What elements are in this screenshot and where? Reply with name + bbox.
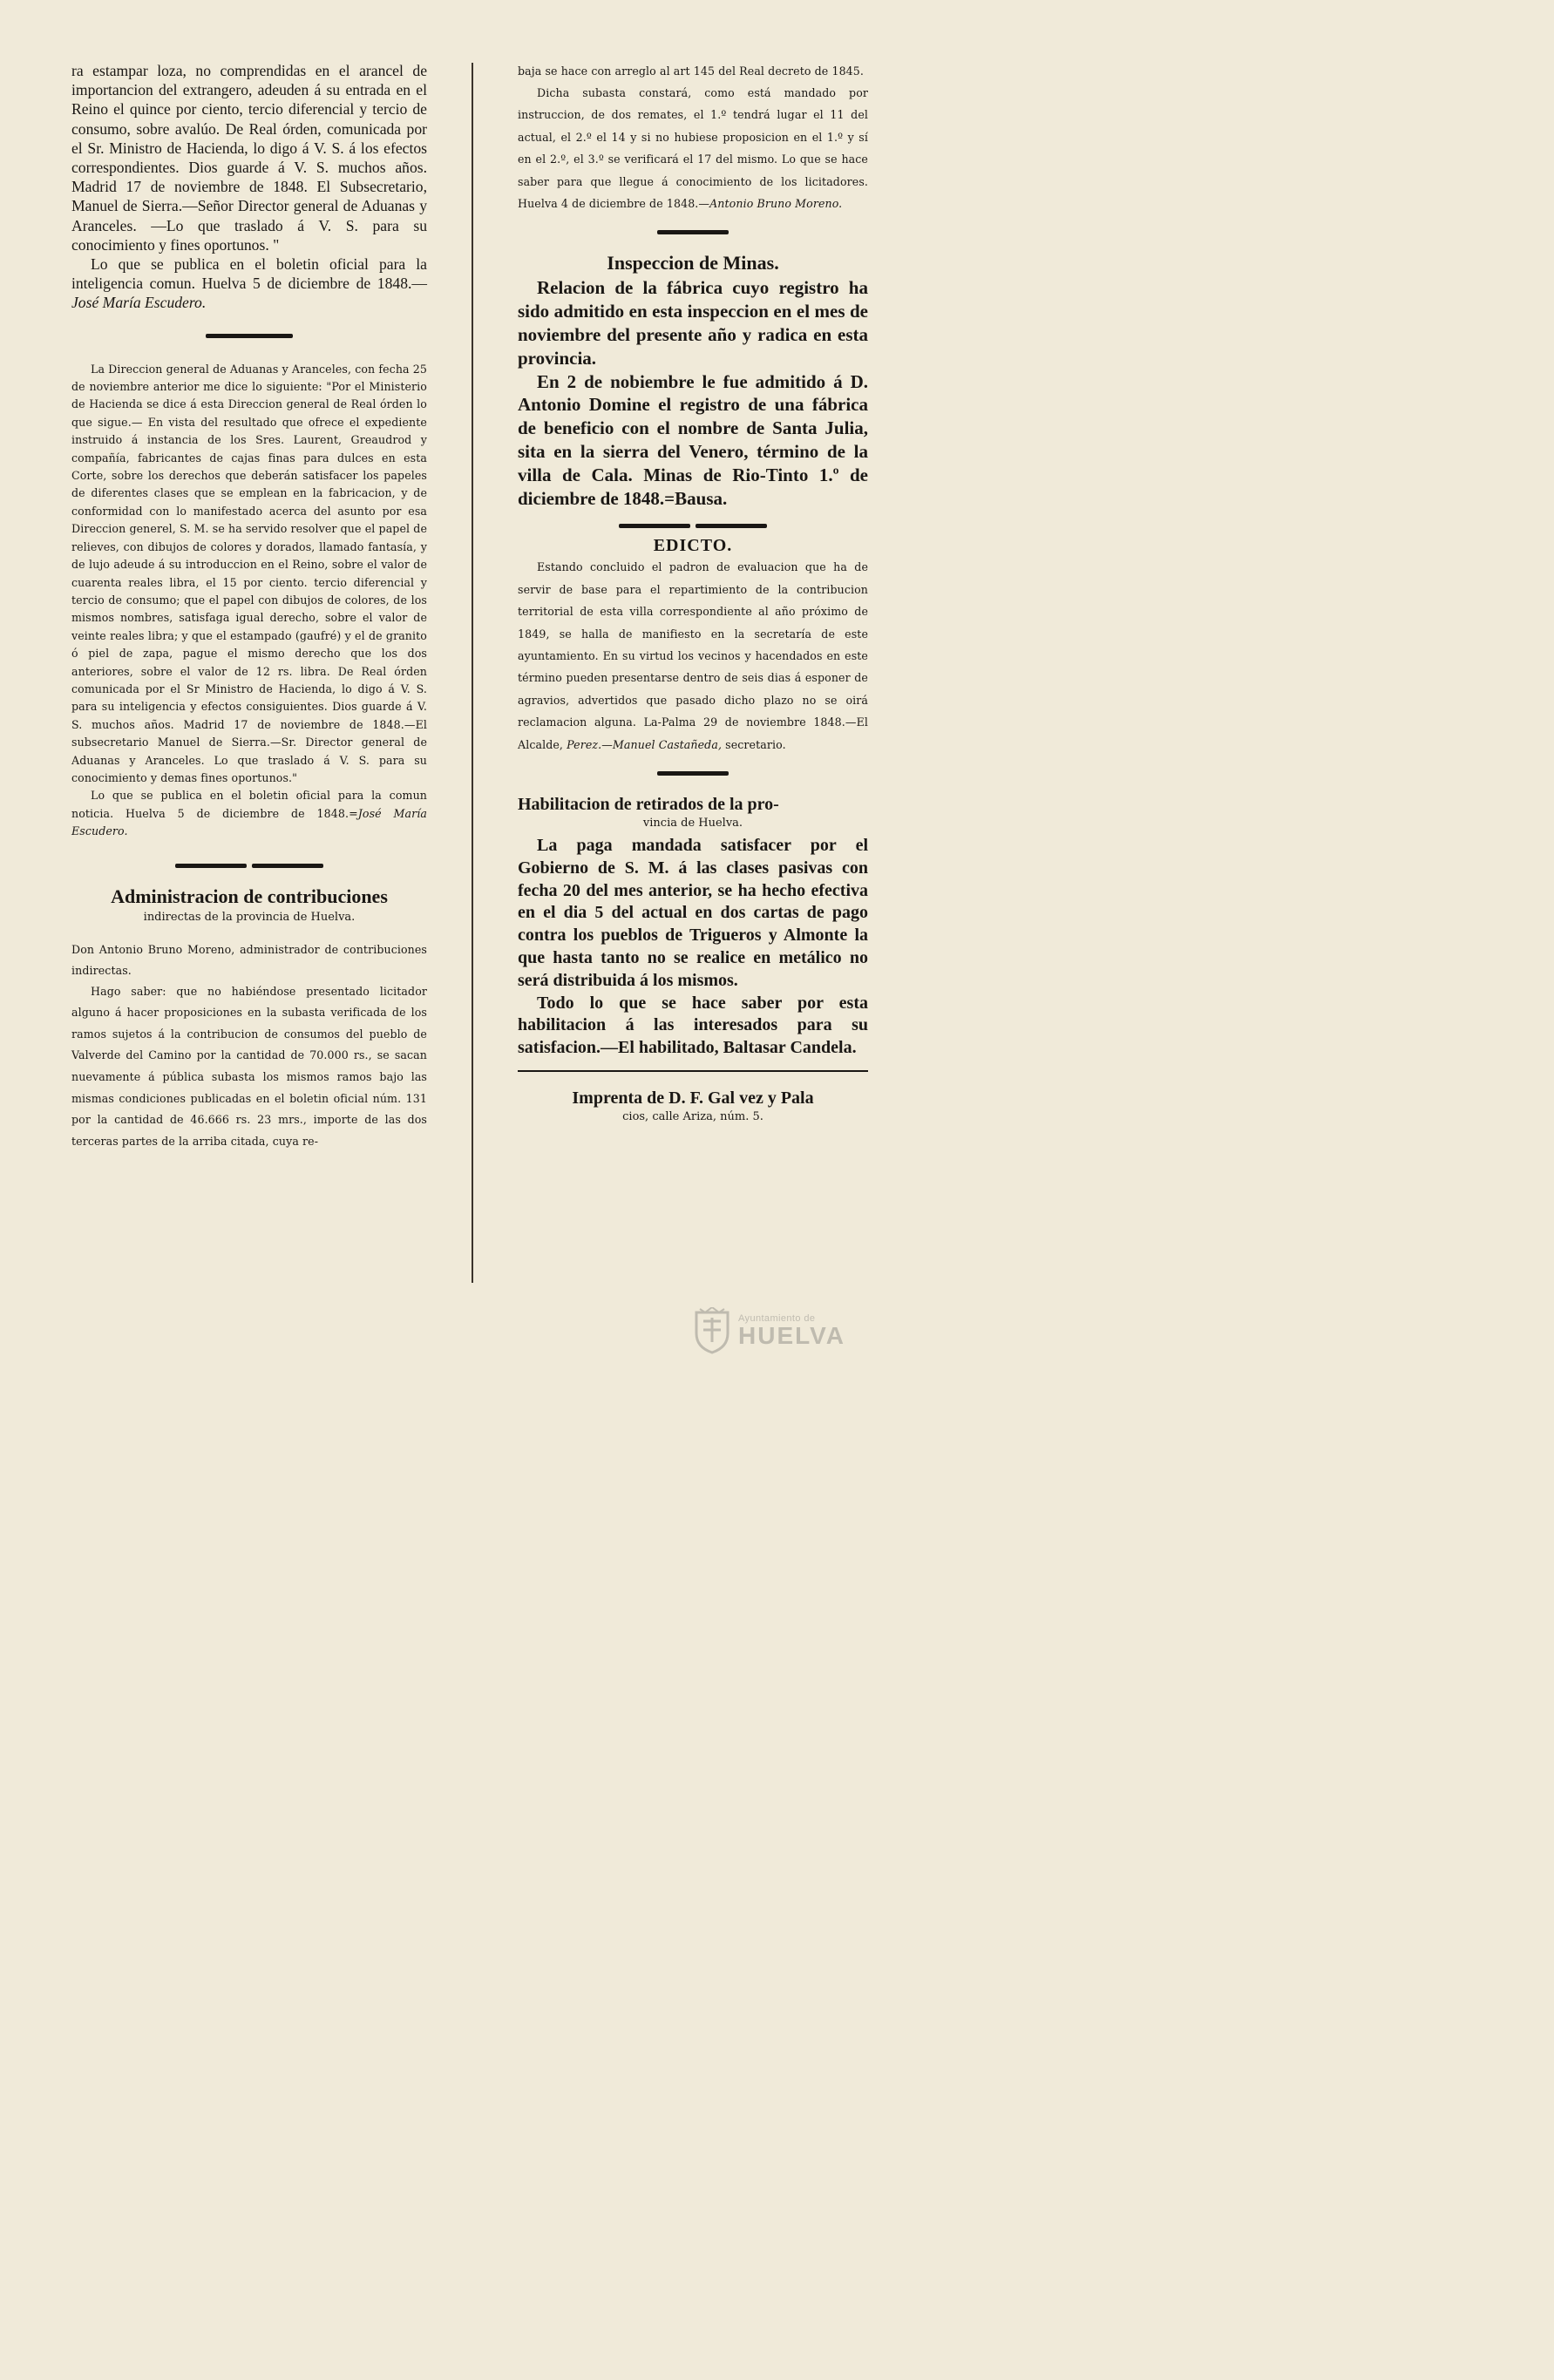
left-column: [71, 61, 427, 1152]
watermark-text: [738, 1313, 845, 1348]
right-paragraph-1: baja se hace con arreglo al art 145 del Real decreto de 1845.: [518, 64, 865, 78]
left-paragraph-4-text: Lo que se publica en el boletin oficial para la comun noticia. Huelva 5 de diciembre de 1848.=: [71, 789, 427, 820]
left-paragraph-6: Hago saber: que no habiéndose presentado licitador alguno á hacer proposiciones en la subasta verificada de los ramos sujetos á la contribucion de consumos del pueblo de Valverde del Camino por la cantidad de 70.000 rs., se sacan nuevamente á pública subasta los mismos ramos bajo las mismas condiciones publicadas en el boletin oficial núm. 131 por la cantidad de 46.666 rs. 23 mrs., importe de las dos terceras partes de la arriba citada, cuya re-: [71, 984, 427, 1148]
left-paragraph-3: La Direccion general de Aduanas y Aranceles, con fecha 25 de noviembre anterior me dice lo siguiente: "Por el Ministerio de Hacienda se dice á esta Direccion general de Real órden lo que sigue.— En vista del resultado que ofrece el expediente instruido á instancia de los Sres. Laurent, Greaudrod y compañía, fabricantes de cajas finas para dulces en esta Corte, sobre los derechos que deberán satisfacer los papeles de diferentes clases que se emplean en la fabricacion, y de conformidad con lo manifestado acerca del asunto por esa Direccion generel, S. M. se ha servido resolver que el papel de relieves, con dibujos de colores y dorados, llamado fantasía, y de lujo adeude á su introduccion en el Reino, sobre el valor de cuarenta reales libra, el 15 por ciento. tercio diferencial y tercio de consumo; que el papel con dibujos de colores, de los mismos nombres, satisfaga igual derecho, sobre el valor de veinte reales libra; y que el estampado (gaufré) y el de granito ó piel de zapa, pague el mismo derecho que los dos anteriores, sobre el valor de 12 rs. libra. De Real órden comunicada por el Sr Ministro de Hacienda, lo digo á V. S. para su inteligencia y efectos consiguientes. Dios guarde á V. S. muchos años. Madrid 17 de noviembre de 1848.—El subsecretario Manuel de Sierra.—Sr. Director general de Aduanas y Aranceles. Lo que traslado á V. S. para su conocimiento y demas fines oportunos.": [71, 362, 427, 784]
section-separator: [657, 230, 729, 234]
imprenta-line-1: Imprenta de D. F. Gal vez y Pala: [572, 1088, 814, 1109]
minas-title: Inspeccion de Minas.: [607, 252, 779, 275]
signature-moreno: Antonio Bruno Moreno.: [709, 197, 843, 211]
right-paragraph-2: [518, 82, 868, 214]
right-column: [518, 61, 868, 1126]
double-separator: [71, 864, 427, 868]
double-separator: [518, 524, 868, 528]
left-paragraph-4: [71, 787, 427, 840]
newspaper-page: [0, 0, 892, 1366]
habilitacion-paragraph-2: Todo lo que se hace saber por esta habilitacion á las interesados para su satisfacion.—El habilitado, Baltasar Candela.: [518, 993, 868, 1058]
minas-paragraph-1: Relacion de la fábrica cuyo registro ha sido admitido en esta inspeccion en el mes de noviembre del presente año y radica en esta provincia.: [518, 277, 868, 369]
left-paragraph-2: [71, 254, 427, 313]
habilitacion-paragraph-1: La paga mandada satisfacer por el Gobierno de S. M. á las clases pasivas con fecha 20 del mes anterior, se ha hecho efectiva en el dia 5 del actual en dos cartas de pago contra los pueblos de Trigueros y Almonte la que hasta tanto no se realice en metálico no será distribuida á los mismos.: [518, 836, 868, 990]
edicto-text: Estando concluido el padron de evaluacion que ha de servir de base para el repartimiento de la contribucion territorial de esta villa correspondiente al año próximo de 1849, se halla de manifiesto en la secretaría de este ayuntamiento. En su virtud los vecinos y hacendados en este término pueden presentarse dentro de seis dias á esponer de agravios, advertidos que pasado dicho plazo no se oirá reclamacion alguna. La-Palma 29 de noviembre 1848.—El Alcalde,: [518, 560, 868, 751]
imprenta-line-2: cios, calle Ariza, núm. 5.: [622, 1110, 763, 1124]
section-separator: [206, 334, 293, 338]
signature-perez: Perez.: [567, 737, 602, 751]
footer-rule: [518, 1070, 868, 1072]
habilitacion-title: Habilitacion de retirados de la pro-: [518, 795, 779, 815]
left-paragraph-5: Don Antonio Bruno Moreno, administrador de contribuciones indirectas.: [71, 942, 427, 977]
column-divider: [472, 63, 473, 1283]
right-paragraph-2-text: Dicha subasta constará, como está mandado por instruccion, de dos remates, el 1.º tendrá lugar el 11 del actual, el 2.º el 14 y si no hubiese proposicion en el 1.º y sí en el 2.º, el 3.º se verificará el 17 del mismo. Lo que se hace saber para que llegue á conocimiento de los licitadores. Huelva 4 de diciembre de 1848.—: [518, 86, 868, 211]
edicto-dash: —: [601, 737, 613, 751]
watermark-line-1: Ayuntamiento de: [738, 1313, 816, 1324]
watermark-line-2: HUELVA: [738, 1322, 845, 1349]
signature-castaneda: Manuel Castañeda,: [612, 737, 723, 751]
habilitacion-subtitle: vincia de Huelva.: [642, 817, 743, 831]
left-paragraph-2-text: Lo que se publica en el boletin oficial para la inteligencia comun. Huelva 5 de diciembre de 1848.—: [71, 255, 427, 293]
edicto-paragraph: [518, 556, 868, 756]
watermark: [693, 1307, 845, 1354]
left-paragraph-1: ra estampar loza, no comprendidas en el arancel de importancion del extrangero, adeuden á su entrada en el Reino el quince por ciento, tercio diferencial y tercio de consumo, sobre avalúo. De Real órden, comunicada por el Sr. Ministro de Hacienda, lo digo á V. S. á los efectos correspondientes. Dios guarde á V. S. muchos años. Madrid 17 de noviembre de 1848. El Subsecretario, Manuel de Sierra.—Señor Director general de Aduanas y Aranceles. —Lo que traslado á V. S. para su conocimiento y fines oportunos. ": [71, 62, 427, 254]
signature-escudero-2: José María Escudero.: [71, 806, 427, 838]
admin-subtitle: indirectas de la provincia de Huelva.: [143, 910, 356, 924]
edicto-end: secretario.: [722, 737, 786, 751]
edicto-title: EDICTO.: [653, 536, 733, 556]
minas-paragraph-2: En 2 de nobiembre le fue admitido á D. Antonio Domine el registro de una fábrica de beneficio con el nombre de Santa Julia, sita en la sierra del Venero, término de la villa de Cala. Minas de Rio-Tinto 1.º de diciembre de 1848.=Bausa.: [518, 370, 868, 509]
section-separator: [657, 771, 729, 776]
signature-escudero-1: José María Escudero.: [71, 294, 207, 312]
admin-title: Administracion de contribuciones: [111, 885, 388, 907]
coat-of-arms-icon: [693, 1307, 731, 1354]
